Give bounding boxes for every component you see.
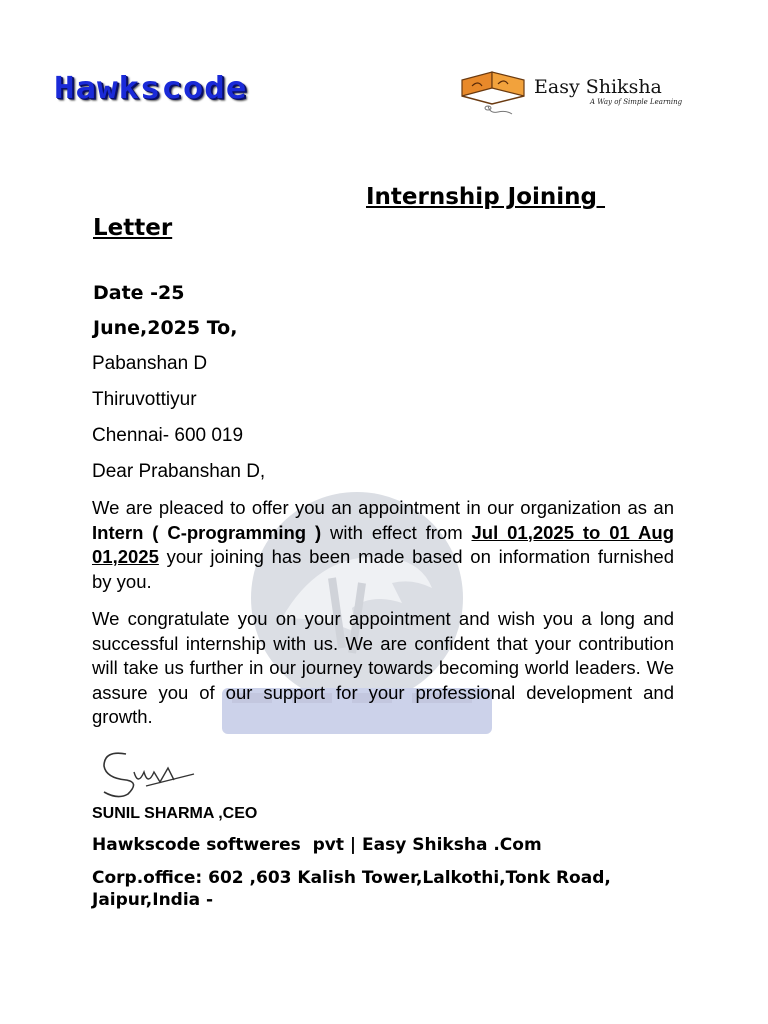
handwritten-signature-icon [96,742,206,802]
company-name: Hawkscode softweres pvt | Easy Shiksha .Com [92,835,542,855]
offer-text-3: your joining has been made based on information furnished by you. [92,546,674,592]
letter-date-line2: June,2025 To, [93,317,238,339]
offer-text-2: with effect from [321,521,472,543]
internship-period: Jul 01,2025 to 01 Aug 01,2025 [92,521,674,567]
easy-shiksha-name: Easy Shiksha [534,76,662,98]
signatory-name: SUNIL SHARMA ,CEO [92,805,258,822]
letter-date-line1: Date -25 [93,282,185,304]
offer-paragraph [92,496,674,594]
easy-shiksha-tagline: A Way of Simple Learning [590,98,683,106]
letter-title-line1: Internship Joining [366,184,606,210]
company-address: Corp.office: 602 ,603 Kalish Tower,Lalkothi,Tonk Road, Jaipur,India - [92,868,611,910]
offer-text-1: We are pleaced to offer you an appointment in our organization as an [92,497,674,518]
letter-title-line2: Letter [93,215,173,241]
hawkscode-logo: Hawkscode [54,70,248,106]
salutation: Dear Prabanshan D, [92,461,266,482]
recipient-name: Pabanshan D [92,353,208,374]
recipient-city: Chennai- 600 019 [92,425,244,446]
open-book-icon [458,66,538,120]
easy-shiksha-logo [458,66,683,120]
internship-role: Intern ( C-programming ) [92,521,322,543]
recipient-area: Thiruvottiyur [92,389,197,410]
congratulation-paragraph: We congratulate you on your appointment and wish you a long and successful internship with us. We are confident that your contribution will take us further in our journey towards becoming world leaders. We assure you of our support for your professional development and growth. [92,608,674,727]
